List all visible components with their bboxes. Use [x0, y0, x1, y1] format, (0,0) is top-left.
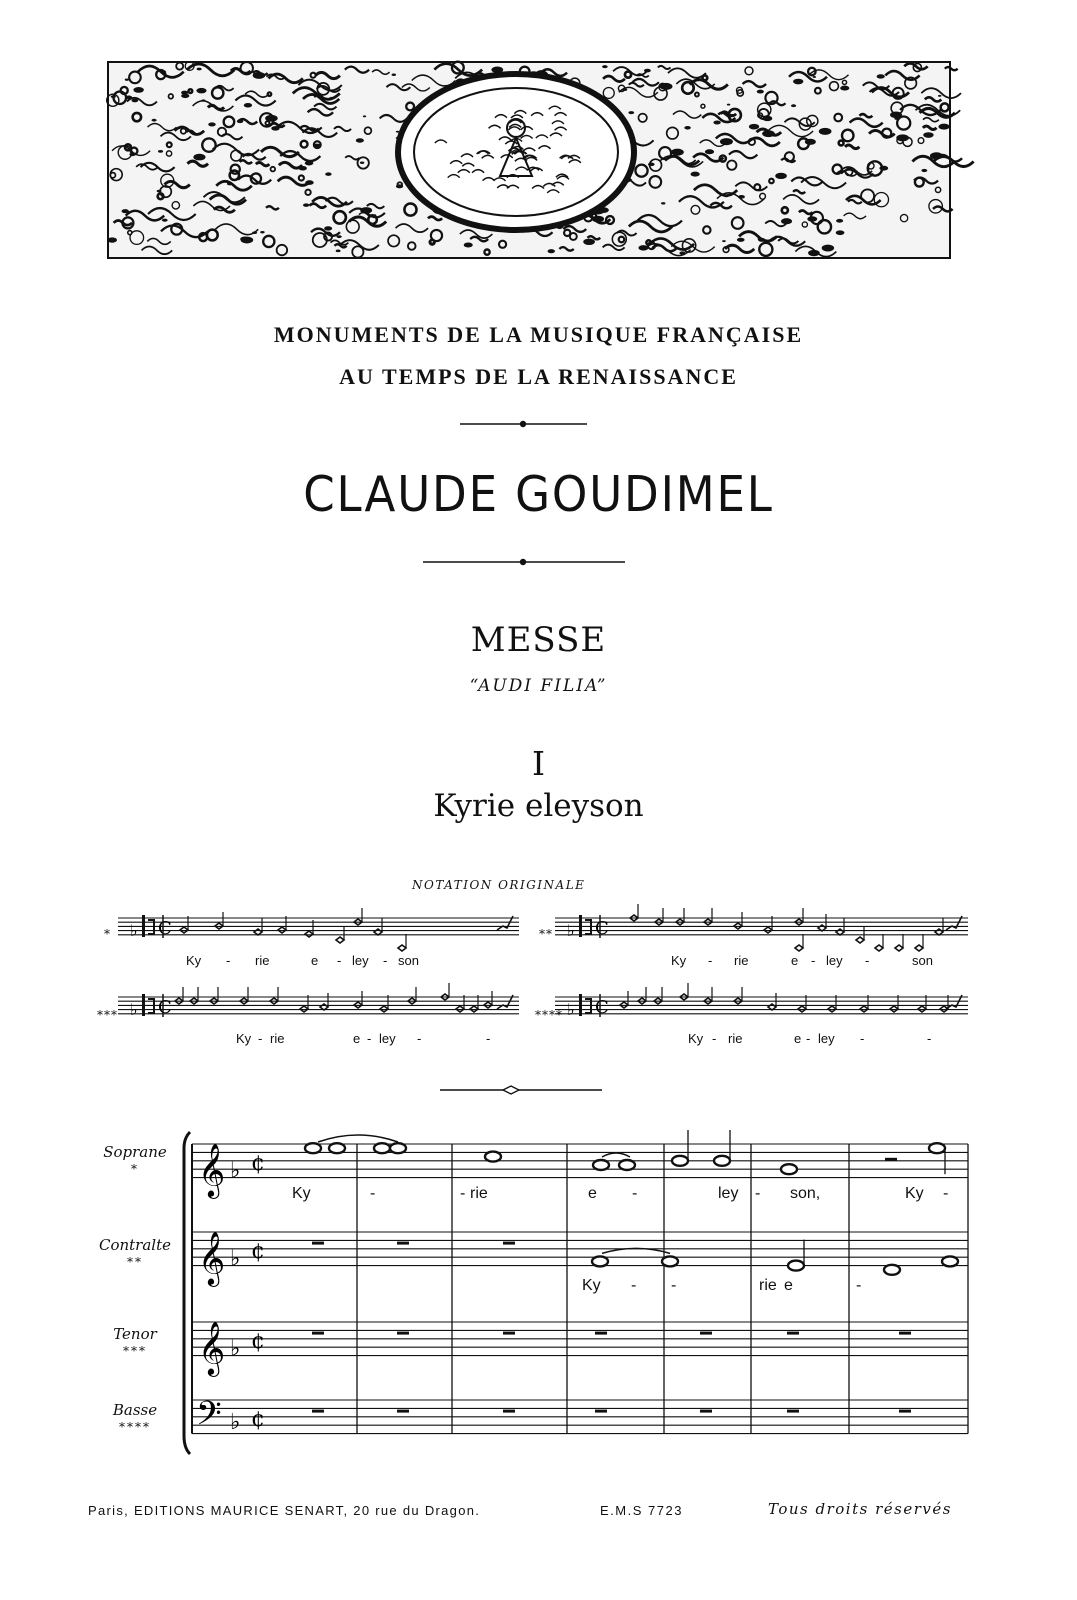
rest-icon [899, 1332, 911, 1335]
rest-icon [885, 1158, 897, 1161]
score-system [0, 1120, 1077, 1480]
incipit-lyric-syllable: rie [270, 1031, 285, 1046]
incipit-lyric-syllable: rie [734, 953, 749, 968]
incipit-note [856, 937, 864, 943]
incipit-lyric-syllable: - [383, 953, 388, 968]
score-staff [192, 1395, 968, 1441]
flat-icon: ♭ [230, 1246, 241, 1272]
soprano-lyric-syllable: e [588, 1185, 597, 1202]
incipit-lyric-syllable: ley [379, 1031, 396, 1046]
cut-time-icon: ¢ [251, 1407, 265, 1433]
tie [318, 1135, 398, 1142]
incipit-note [875, 945, 883, 951]
whole-note [592, 1256, 608, 1266]
flat-icon: ♭ [230, 1410, 241, 1436]
whole-note [662, 1256, 678, 1266]
incipit-note [915, 945, 923, 951]
incipit-note [380, 1006, 388, 1012]
incipit-note [254, 929, 262, 935]
divider-3 [0, 1080, 1077, 1100]
soprano-lyric-syllable: - [755, 1185, 761, 1202]
alto-lyric-syllable: e [784, 1277, 793, 1294]
incipit-note [398, 945, 406, 951]
soprano-lyric-syllable: Ky [905, 1185, 924, 1202]
treble-clef-icon: 𝄞 [198, 1320, 226, 1375]
incipit-lyric-syllable: - [860, 1031, 865, 1046]
rest-icon [312, 1410, 324, 1413]
mensuration-sign-icon: C [595, 997, 609, 1018]
incipit-note [764, 927, 772, 933]
flat-icon: ♭ [567, 1000, 575, 1019]
soprano-lyric-syllable: Ky [292, 1185, 311, 1202]
score-staff [192, 1231, 968, 1287]
incipit-note [305, 931, 313, 937]
incipit-lyric-syllable: - [417, 1031, 422, 1046]
rest-icon [595, 1332, 607, 1335]
incipit-lyric-syllable: Ky [236, 1031, 252, 1046]
whole-note [781, 1164, 797, 1174]
voice-stars-soprane: * [131, 1162, 139, 1176]
incipit-lyric-syllable: Ky [688, 1031, 704, 1046]
rest-icon [503, 1242, 515, 1245]
rest-icon [787, 1332, 799, 1335]
voice-label-contralte: Contralte [98, 1236, 171, 1254]
incipit-2-stars: ** [539, 927, 553, 941]
incipit-note [456, 1006, 464, 1012]
flat-icon: ♭ [230, 1158, 241, 1184]
system-bracket [184, 1132, 190, 1454]
incipit-lyric-syllable: - [708, 953, 713, 968]
voice-label-tenor: Tenor [113, 1325, 157, 1343]
incipit-note [180, 927, 188, 933]
tie [602, 1153, 630, 1157]
whole-note [884, 1265, 900, 1275]
incipit-lyric-syllable: - [226, 953, 231, 968]
rest-icon [503, 1410, 515, 1413]
c-clef-icon [142, 915, 145, 937]
incipit-lyric-syllable: - [367, 1031, 372, 1046]
alto-lyric-syllable: rie [759, 1277, 777, 1294]
incipit-note [935, 929, 943, 935]
rest-icon [397, 1242, 409, 1245]
incipit-note [895, 945, 903, 951]
incipit-staff [555, 983, 968, 1019]
voice-stars-basse: **** [119, 1420, 151, 1434]
incipit-lyric-syllable: son [398, 953, 419, 968]
whole-note [714, 1156, 730, 1166]
c-clef-icon [579, 994, 582, 1016]
mensuration-sign-icon: C [158, 918, 172, 939]
work-title: MESSE [470, 620, 607, 660]
whole-note [374, 1143, 390, 1153]
incipit-note [278, 927, 286, 933]
incipit-lyric-syllable: ley [352, 953, 369, 968]
rest-icon [899, 1410, 911, 1413]
incipit-lyric-syllable: ley [826, 953, 843, 968]
incipit-lyric-syllable: - [712, 1031, 717, 1046]
series-title-line-2: AU TEMPS DE LA RENAISSANCE [339, 364, 738, 389]
soprano-lyric-syllable: son, [790, 1185, 821, 1202]
incipit-note [828, 1006, 836, 1012]
incipit-3-stars: *** [97, 1008, 118, 1022]
publisher-imprint: Paris, EDITIONS MAURICE SENART, 20 rue du Dragon. [88, 1503, 481, 1518]
soprano-lyric-syllable: - [460, 1185, 466, 1202]
cut-time-icon: ¢ [251, 1151, 265, 1177]
rest-icon [312, 1332, 324, 1335]
alto-lyric-syllable: - [631, 1277, 637, 1294]
incipit-note [860, 1006, 868, 1012]
whole-note [929, 1143, 945, 1153]
score-staff [192, 1321, 968, 1377]
plate-number: E.M.S 7723 [600, 1503, 683, 1518]
whole-note [672, 1156, 688, 1166]
incipit-note [300, 1006, 308, 1012]
incipit-note [890, 1006, 898, 1012]
incipit-lyric-syllable: - [865, 953, 870, 968]
composer-name: CLAUDE GOUDIMEL [303, 466, 774, 523]
rest-icon [397, 1332, 409, 1335]
rest-icon [312, 1242, 324, 1245]
incipit-lyric-syllable: rie [255, 953, 270, 968]
bass-clef-icon: 𝄢 [196, 1395, 222, 1442]
rest-icon [700, 1332, 712, 1335]
incipit-lyric-syllable: - [806, 1031, 811, 1046]
incipit-lyric-syllable: Ky [671, 953, 687, 968]
divider-2 [0, 552, 1077, 572]
incipit-lyric-syllable: - [258, 1031, 263, 1046]
mensuration-sign-icon: C [595, 918, 609, 939]
c-clef-icon [142, 994, 145, 1016]
whole-note [942, 1256, 958, 1266]
incipit-lyric-syllable: - [337, 953, 342, 968]
incipit-staff [118, 983, 519, 1019]
flat-icon: ♭ [130, 921, 138, 940]
flat-icon: ♭ [567, 921, 575, 940]
incipit-lyric-syllable: son [912, 953, 933, 968]
mensuration-sign-icon: C [158, 997, 172, 1018]
incipit-lyric-syllable: - [486, 1031, 491, 1046]
incipit-lyric-syllable: - [811, 953, 816, 968]
flat-icon: ♭ [230, 1336, 241, 1362]
divider-1 [0, 414, 1077, 434]
rest-icon [700, 1410, 712, 1413]
flat-icon: ♭ [130, 1000, 138, 1019]
rest-icon [787, 1410, 799, 1413]
cut-time-icon: ¢ [251, 1329, 265, 1355]
whole-note [788, 1261, 804, 1271]
incipit-note [836, 929, 844, 935]
ornamental-banner [0, 0, 1077, 270]
soprano-lyric-syllable: - [632, 1185, 638, 1202]
soprano-lyric-syllable: - [943, 1185, 949, 1202]
c-clef-icon [579, 915, 582, 937]
movement-number: I [531, 744, 546, 783]
incipit-lyric-syllable: e [791, 953, 799, 968]
series-title-line-1: MONUMENTS DE LA MUSIQUE FRANÇAISE [273, 322, 804, 347]
original-notation-label: NOTATION ORIGINALE [412, 878, 586, 892]
treble-clef-icon: 𝄞 [198, 1230, 226, 1285]
incipit-note [374, 929, 382, 935]
soprano-lyric-syllable: rie [470, 1185, 488, 1202]
rest-icon [595, 1410, 607, 1413]
incipit-note [798, 1006, 806, 1012]
cut-time-icon: ¢ [251, 1239, 265, 1265]
incipit-4-stars: **** [535, 1008, 563, 1022]
incipit-lyric-syllable: Ky [186, 953, 202, 968]
incipit-lyric-syllable: - [927, 1031, 932, 1046]
whole-note [305, 1143, 321, 1153]
soprano-lyric-syllable: - [370, 1185, 376, 1202]
whole-note [619, 1160, 635, 1170]
rights-notice: Tous droits réservés [768, 1500, 952, 1518]
incipit-lyric-syllable: e [311, 953, 319, 968]
incipit-lyric-syllable: rie [728, 1031, 743, 1046]
voice-stars-contralte: ** [127, 1255, 143, 1269]
incipit-lyric-syllable: ley [818, 1031, 835, 1046]
voice-stars-tenor: *** [123, 1344, 147, 1358]
whole-note [329, 1143, 345, 1153]
whole-note [485, 1152, 501, 1162]
rest-icon [397, 1410, 409, 1413]
soprano-lyric-syllable: ley [718, 1185, 739, 1202]
incipit-note [918, 1006, 926, 1012]
alto-lyric-syllable: Ky [582, 1277, 601, 1294]
work-subtitle: “AUDI FILIA” [469, 676, 608, 696]
incipit-note [795, 945, 803, 951]
incipit-1-stars: * [104, 927, 111, 941]
whole-note [593, 1160, 609, 1170]
alto-lyric-syllable: - [856, 1277, 862, 1294]
voice-label-soprane: Soprane [103, 1143, 167, 1161]
movement-title: Kyrie eleyson [433, 788, 644, 824]
treble-clef-icon: 𝄞 [198, 1142, 226, 1197]
incipit-staff [555, 904, 968, 951]
incipit-lyric-syllable: e [353, 1031, 361, 1046]
voice-label-basse: Basse [112, 1401, 158, 1419]
incipit-lyric-syllable: e [794, 1031, 802, 1046]
incipit-note [336, 937, 344, 943]
alto-lyric-syllable: - [671, 1277, 677, 1294]
incipit-note [470, 1006, 478, 1012]
whole-note [390, 1143, 406, 1153]
rest-icon [503, 1332, 515, 1335]
incipit-staff [118, 908, 519, 951]
